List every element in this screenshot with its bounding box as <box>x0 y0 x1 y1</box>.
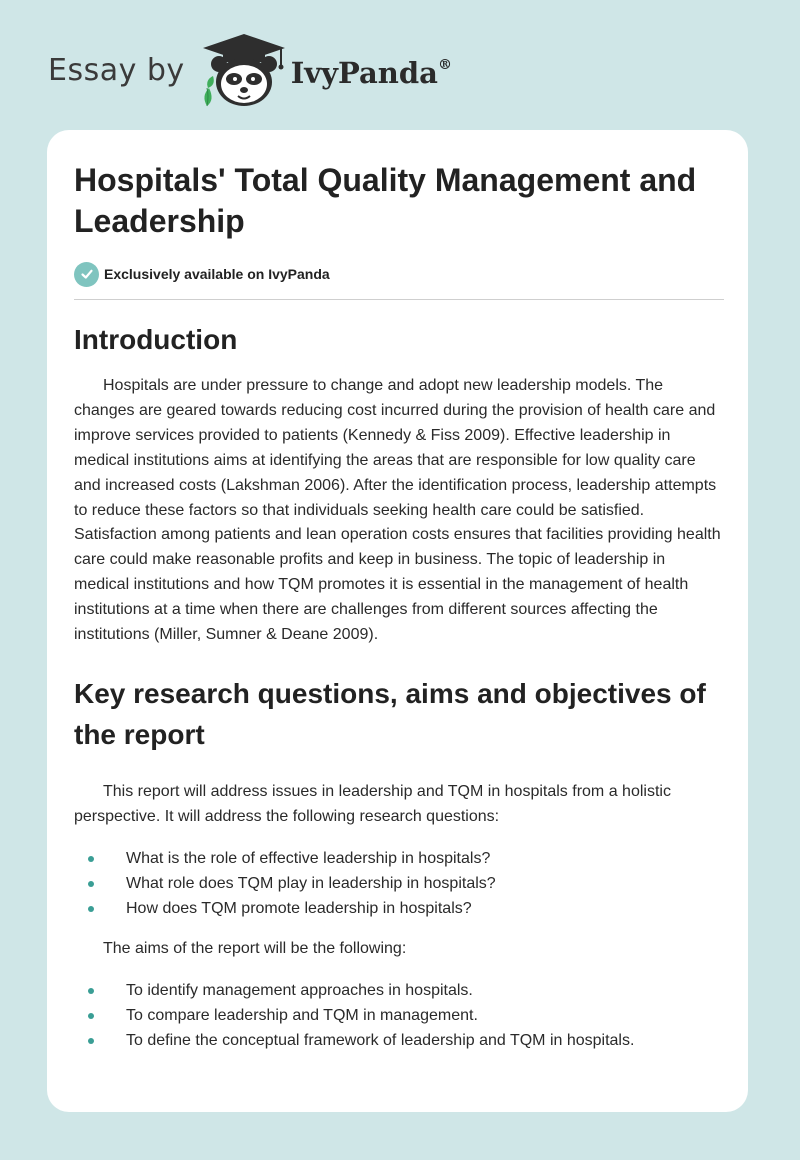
exclusive-badge <box>74 260 724 288</box>
list-item <box>74 871 724 896</box>
section-heading-research-questions: Key research questions, aims and objectives of the report <box>74 677 706 750</box>
research-questions-list <box>74 846 724 921</box>
research-intro-paragraph: This report will address issues in leadership and TQM in hospitals from a holistic perspective. It will address the following research questions: <box>74 782 671 825</box>
exclusive-label: Exclusively available on IvyPanda <box>104 266 330 282</box>
list-item <box>74 896 724 921</box>
essay-card <box>47 130 748 1112</box>
aims-intro-paragraph: The aims of the report will be the following: <box>103 939 407 957</box>
panda-graduate-logo-icon[interactable] <box>199 30 289 110</box>
check-icon <box>74 262 99 287</box>
list-item-text: To define the conceptual framework of leadership and TQM in hospitals. <box>126 1031 635 1049</box>
site-header <box>48 30 452 110</box>
section-heading-introduction: Introduction <box>74 324 238 355</box>
list-item <box>74 846 724 871</box>
list-item-text: What role does TQM play in leadership in hospitals? <box>126 874 496 892</box>
brand-text: IvyPanda <box>290 56 438 90</box>
essay-by-label: Essay by <box>48 52 185 88</box>
brand-name[interactable] <box>291 56 452 90</box>
list-item-text: To compare leadership and TQM in management. <box>126 1006 478 1024</box>
list-item <box>74 978 724 1003</box>
bullet-icon <box>88 1013 94 1019</box>
list-item <box>74 1028 724 1053</box>
page-title: Hospitals' Total Quality Management and Leadership <box>74 162 697 239</box>
list-item-text: To identify management approaches in hospitals. <box>126 981 473 999</box>
essay-content <box>74 160 724 1053</box>
list-item <box>74 1003 724 1028</box>
list-item-text: What is the role of effective leadership in hospitals? <box>126 849 491 867</box>
bullet-icon <box>88 881 94 887</box>
bullet-icon <box>88 906 94 912</box>
bullet-icon <box>88 988 94 994</box>
bullet-icon <box>88 1038 94 1044</box>
introduction-paragraph: Hospitals are under pressure to change and adopt new leadership models. The changes are geared towards reducing cost incurred during the provision of health care and improve services provided to patients (Kennedy & Fiss 2009). Effective leadership in medical institutions aims at identifying the areas that are responsible for low quality care and increased costs (Lakshman 2006). After the identification process, leadership attempts to reduce these factors so that individuals seeking health care could be satisfied. Satisfaction among patients and lean operation costs ensures that facilities providing health care could make reasonable profits and keep in business. The topic of leadership in medical institutions and how TQM promotes it is essential in the management of health institutions at a time when there are challenges from different sources affecting the institutions (Miller, Sumner & Deane 2009). <box>74 377 721 644</box>
bullet-icon <box>88 856 94 862</box>
divider <box>74 299 724 300</box>
list-item-text: How does TQM promote leadership in hospitals? <box>126 899 472 917</box>
aims-list <box>74 978 724 1053</box>
registered-mark: ® <box>437 57 452 73</box>
